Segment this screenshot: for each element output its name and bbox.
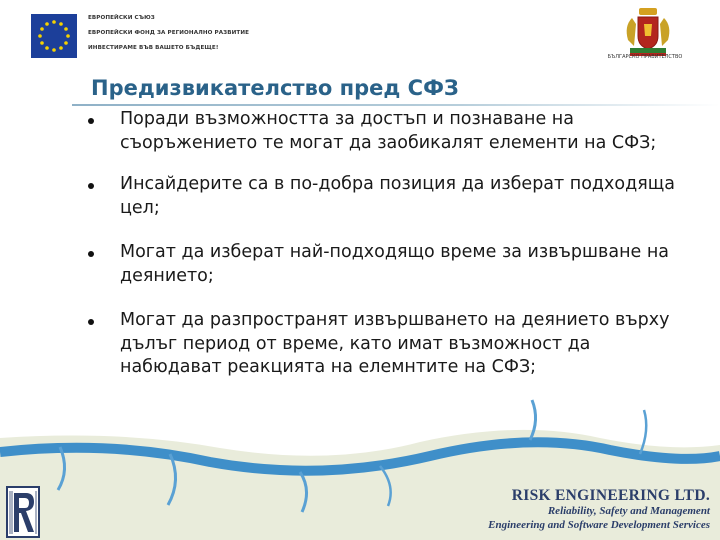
company-info <box>488 487 710 532</box>
bullet-dot-icon <box>88 118 94 124</box>
eu-text-block <box>88 14 308 59</box>
list-item <box>88 108 688 155</box>
bullet-text: Инсайдерите са в по-добра позиция да изберат подходяща цел; <box>120 174 675 218</box>
list-item <box>88 173 688 220</box>
bullet-list <box>88 108 688 401</box>
bullet-dot-icon <box>88 183 94 189</box>
eu-line-motto: ИНВЕСТИРАМЕ ВЪВ ВАШЕТО БЪДЕЩЕ! <box>88 45 219 51</box>
company-name: RISK ENGINEERING LTD. <box>511 487 710 504</box>
list-item <box>88 241 688 288</box>
title-underline <box>72 104 720 106</box>
eu-line-fund: ЕВРОПЕЙСКИ ФОНД ЗА РЕГИОНАЛНО РАЗВИТИЕ <box>88 30 250 36</box>
bullet-dot-icon <box>88 319 94 325</box>
company-tagline-2: Engineering and Software Development Services <box>488 518 710 531</box>
risk-engineering-logo-icon <box>6 486 40 538</box>
bullet-text: Могат да разпространят извършването на деянието върху дълъг период от време, като имат възможност да набюдават реакцията на елемнтите на СФЗ; <box>120 310 670 377</box>
slide-title: Предизвикателство пред СФЗ <box>91 76 459 100</box>
bullet-text: Могат да изберат най-подходящо време за извършване на деянието; <box>120 242 670 286</box>
eu-flag-icon <box>31 14 77 58</box>
eu-line-union: ЕВРОПЕЙСКИ СЪЮЗ <box>88 15 155 21</box>
coat-of-arms-icon <box>618 6 678 58</box>
coat-caption: БЪЛГАРСКО ПРАВИТЕЛСТВО <box>607 54 683 60</box>
company-tagline-1: Reliability, Safety and Management <box>547 505 710 517</box>
bullet-text: Поради възможността за достъп и познаване на съоръжението те могат да заобикалят елементи на СФЗ; <box>120 109 657 153</box>
list-item <box>88 309 688 380</box>
bullet-dot-icon <box>88 251 94 257</box>
